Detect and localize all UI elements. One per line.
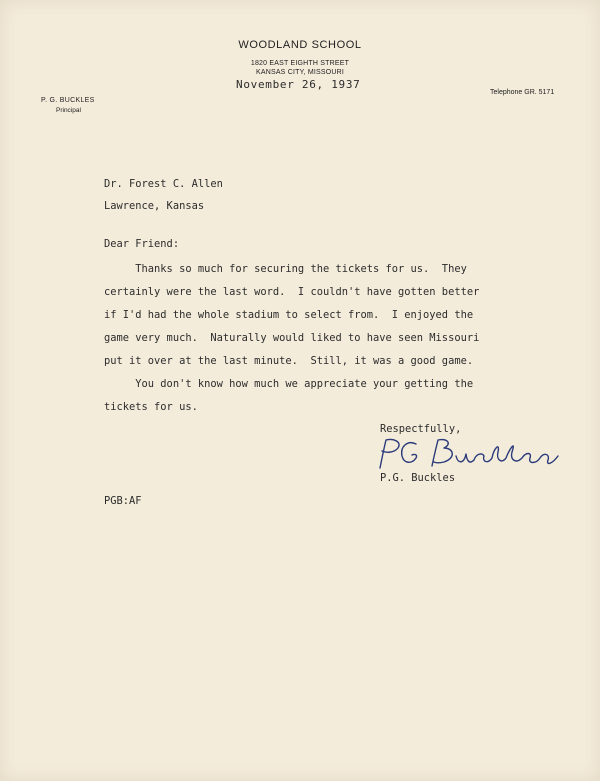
body-line: game very much. Naturally would liked to have seen Missouri xyxy=(104,332,480,344)
principal-title: Principal xyxy=(56,107,81,114)
school-address-city: KANSAS CITY, MISSOURI xyxy=(255,69,345,76)
recipient-name: Dr. Forest C. Allen xyxy=(104,178,223,190)
school-name: WOODLAND SCHOOL xyxy=(238,39,362,51)
signer-typed-name: P.G. Buckles xyxy=(380,472,456,484)
body-line: put it over at the last minute. Still, it was a good game. xyxy=(104,355,474,367)
closing: Respectfully, xyxy=(380,423,462,435)
body-line: You don't know how much we appreciate your getting the xyxy=(104,378,474,390)
principal-name: P. G. BUCKLES xyxy=(41,97,95,104)
telephone-number: Telephone GR. 5171 xyxy=(490,89,555,96)
recipient-location: Lawrence, Kansas xyxy=(104,200,205,212)
body-line: Thanks so much for securing the tickets for us. They xyxy=(104,263,467,275)
body-line: certainly were the last word. I couldn't have gotten better xyxy=(104,286,480,298)
reference-initials: PGB:AF xyxy=(104,495,142,507)
school-address-street: 1820 EAST EIGHTH STREET xyxy=(250,60,350,67)
body-line: tickets for us. xyxy=(104,401,198,413)
body-line: if I'd had the whole stadium to select from. I enjoyed the xyxy=(104,309,474,321)
salutation: Dear Friend: xyxy=(104,238,180,250)
handwritten-signature xyxy=(372,436,562,472)
letter-date: November 26, 1937 xyxy=(236,78,361,91)
